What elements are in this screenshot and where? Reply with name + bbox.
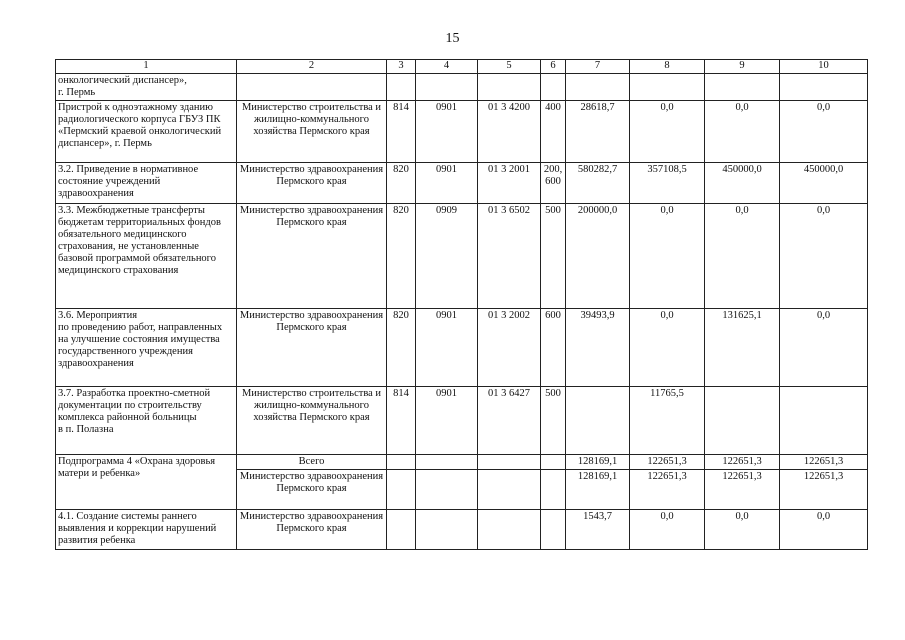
subprogram-total-row — [56, 455, 868, 470]
row-value-cell — [780, 387, 868, 455]
row-value-cell: 200, 600 — [541, 163, 566, 204]
row-value-cell: 01 3 6427 — [478, 387, 541, 455]
row-value-cell: 0901 — [416, 309, 478, 387]
row-value-cell — [387, 510, 416, 550]
empty-cell — [416, 470, 478, 510]
row-name-cell: 3.2. Приведение в нормативное состояние учреждений здравоохранения — [56, 163, 237, 204]
header-cell: 10 — [780, 60, 868, 74]
row-value-cell: 820 — [387, 204, 416, 309]
row-value-cell — [566, 387, 630, 455]
empty-cell — [387, 470, 416, 510]
row-value-cell — [416, 510, 478, 550]
empty-cell — [541, 470, 566, 510]
row-value-cell: 0901 — [416, 101, 478, 163]
row-value-cell: 500 — [541, 204, 566, 309]
header-cell: 1 — [56, 60, 237, 74]
header-cell: 5 — [478, 60, 541, 74]
header-cell: 2 — [237, 60, 387, 74]
row-value-cell: 0901 — [416, 387, 478, 455]
subprogram-ministry-label: Министерство здравоохранения Пермского края — [237, 470, 387, 510]
empty-cell — [416, 455, 478, 470]
row-value-cell — [705, 387, 780, 455]
row-value-cell: 131625,1 — [705, 309, 780, 387]
empty-cell — [478, 455, 541, 470]
row-value-cell: 0901 — [416, 163, 478, 204]
row-value-cell: 0,0 — [780, 204, 868, 309]
row-value-cell: 500 — [541, 387, 566, 455]
subprogram-ministry-value: 122651,3 — [780, 470, 868, 510]
row-value-cell: 580282,7 — [566, 163, 630, 204]
row-value-cell: 0,0 — [705, 101, 780, 163]
row-value-cell — [478, 510, 541, 550]
page-number: 15 — [445, 31, 460, 46]
row-value-cell: 01 3 6502 — [478, 204, 541, 309]
row-value-cell: 0,0 — [630, 101, 705, 163]
row-value-cell: 450000,0 — [705, 163, 780, 204]
row-value-cell — [416, 74, 478, 101]
table-row — [56, 510, 868, 550]
row-name-cell: онкологический диспансер», г. Пермь — [56, 74, 237, 101]
table-row — [56, 309, 868, 387]
row-value-cell: 0,0 — [705, 510, 780, 550]
row-value-cell: 200000,0 — [566, 204, 630, 309]
subprogram-total-label: Всего — [237, 455, 387, 470]
subprogram-ministry-value: 128169,1 — [566, 470, 630, 510]
row-value-cell — [705, 74, 780, 101]
header-cell: 8 — [630, 60, 705, 74]
row-value-cell — [780, 74, 868, 101]
row-value-cell: 0,0 — [705, 204, 780, 309]
row-value-cell — [541, 510, 566, 550]
row-value-cell: 400 — [541, 101, 566, 163]
row-name-cell: 3.7. Разработка проектно-сметной документации по строительству комплекса районной больницы в п. Полазна — [56, 387, 237, 455]
subprogram-ministry-value: 122651,3 — [630, 470, 705, 510]
table-row — [56, 101, 868, 163]
row-org-cell: Министерство строительства и жилищно-коммунального хозяйства Пермского края — [237, 387, 387, 455]
row-value-cell: 357108,5 — [630, 163, 705, 204]
row-org-cell: Министерство здравоохранения Пермского края — [237, 163, 387, 204]
row-value-cell: 39493,9 — [566, 309, 630, 387]
row-value-cell: 814 — [387, 387, 416, 455]
row-value-cell: 01 3 2002 — [478, 309, 541, 387]
row-org-cell: Министерство здравоохранения Пермского края — [237, 510, 387, 550]
row-name-cell: 3.6. Мероприятия по проведению работ, направленных на улучшение состояния имущества государственного учреждения здравоохранения — [56, 309, 237, 387]
row-value-cell: 01 3 4200 — [478, 101, 541, 163]
row-org-cell: Министерство строительства и жилищно-коммунального хозяйства Пермского края — [237, 101, 387, 163]
row-value-cell: 600 — [541, 309, 566, 387]
row-value-cell — [566, 74, 630, 101]
row-name-cell: 4.1. Создание системы раннего выявления и коррекции нарушений развития ребенка — [56, 510, 237, 550]
subprogram-total-value: 128169,1 — [566, 455, 630, 470]
row-name-cell: 3.3. Межбюджетные трансферты бюджетам территориальных фондов обязательного медицинского страхования, не установленные базовой программой обязательного медицинского страхования — [56, 204, 237, 309]
row-value-cell: 0,0 — [780, 101, 868, 163]
header-row — [56, 60, 868, 74]
row-value-cell: 0,0 — [630, 309, 705, 387]
subprogram-ministry-value: 122651,3 — [705, 470, 780, 510]
empty-cell — [387, 455, 416, 470]
row-value-cell: 0,0 — [780, 510, 868, 550]
table-row — [56, 387, 868, 455]
subprogram-total-value: 122651,3 — [780, 455, 868, 470]
header-cell: 4 — [416, 60, 478, 74]
header-cell: 9 — [705, 60, 780, 74]
header-cell: 6 — [541, 60, 566, 74]
row-value-cell: 0909 — [416, 204, 478, 309]
row-name-cell: Пристрой к одноэтажному зданию радиологического корпуса ГБУЗ ПК «Пермский краевой онкологический диспансер», г. Пермь — [56, 101, 237, 163]
row-value-cell: 820 — [387, 309, 416, 387]
table-row — [56, 74, 868, 101]
header-cell: 3 — [387, 60, 416, 74]
row-value-cell — [630, 74, 705, 101]
table-row — [56, 204, 868, 309]
table-row — [56, 163, 868, 204]
row-value-cell: 814 — [387, 101, 416, 163]
row-value-cell — [541, 74, 566, 101]
header-cell: 7 — [566, 60, 630, 74]
row-value-cell: 0,0 — [780, 309, 868, 387]
row-org-cell: Министерство здравоохранения Пермского края — [237, 309, 387, 387]
row-org-cell: Министерство здравоохранения Пермского края — [237, 204, 387, 309]
row-value-cell: 11765,5 — [630, 387, 705, 455]
empty-cell — [541, 455, 566, 470]
row-org-cell — [237, 74, 387, 101]
row-value-cell: 0,0 — [630, 510, 705, 550]
budget-table — [55, 59, 868, 550]
row-value-cell — [478, 74, 541, 101]
subprogram-name-cell: Подпрограмма 4 «Охрана здоровья матери и ребенка» — [56, 455, 237, 510]
subprogram-total-value: 122651,3 — [630, 455, 705, 470]
row-value-cell: 0,0 — [630, 204, 705, 309]
row-value-cell: 820 — [387, 163, 416, 204]
row-value-cell: 01 3 2001 — [478, 163, 541, 204]
row-value-cell — [387, 74, 416, 101]
empty-cell — [478, 470, 541, 510]
row-value-cell: 28618,7 — [566, 101, 630, 163]
subprogram-total-value: 122651,3 — [705, 455, 780, 470]
row-value-cell: 1543,7 — [566, 510, 630, 550]
row-value-cell: 450000,0 — [780, 163, 868, 204]
